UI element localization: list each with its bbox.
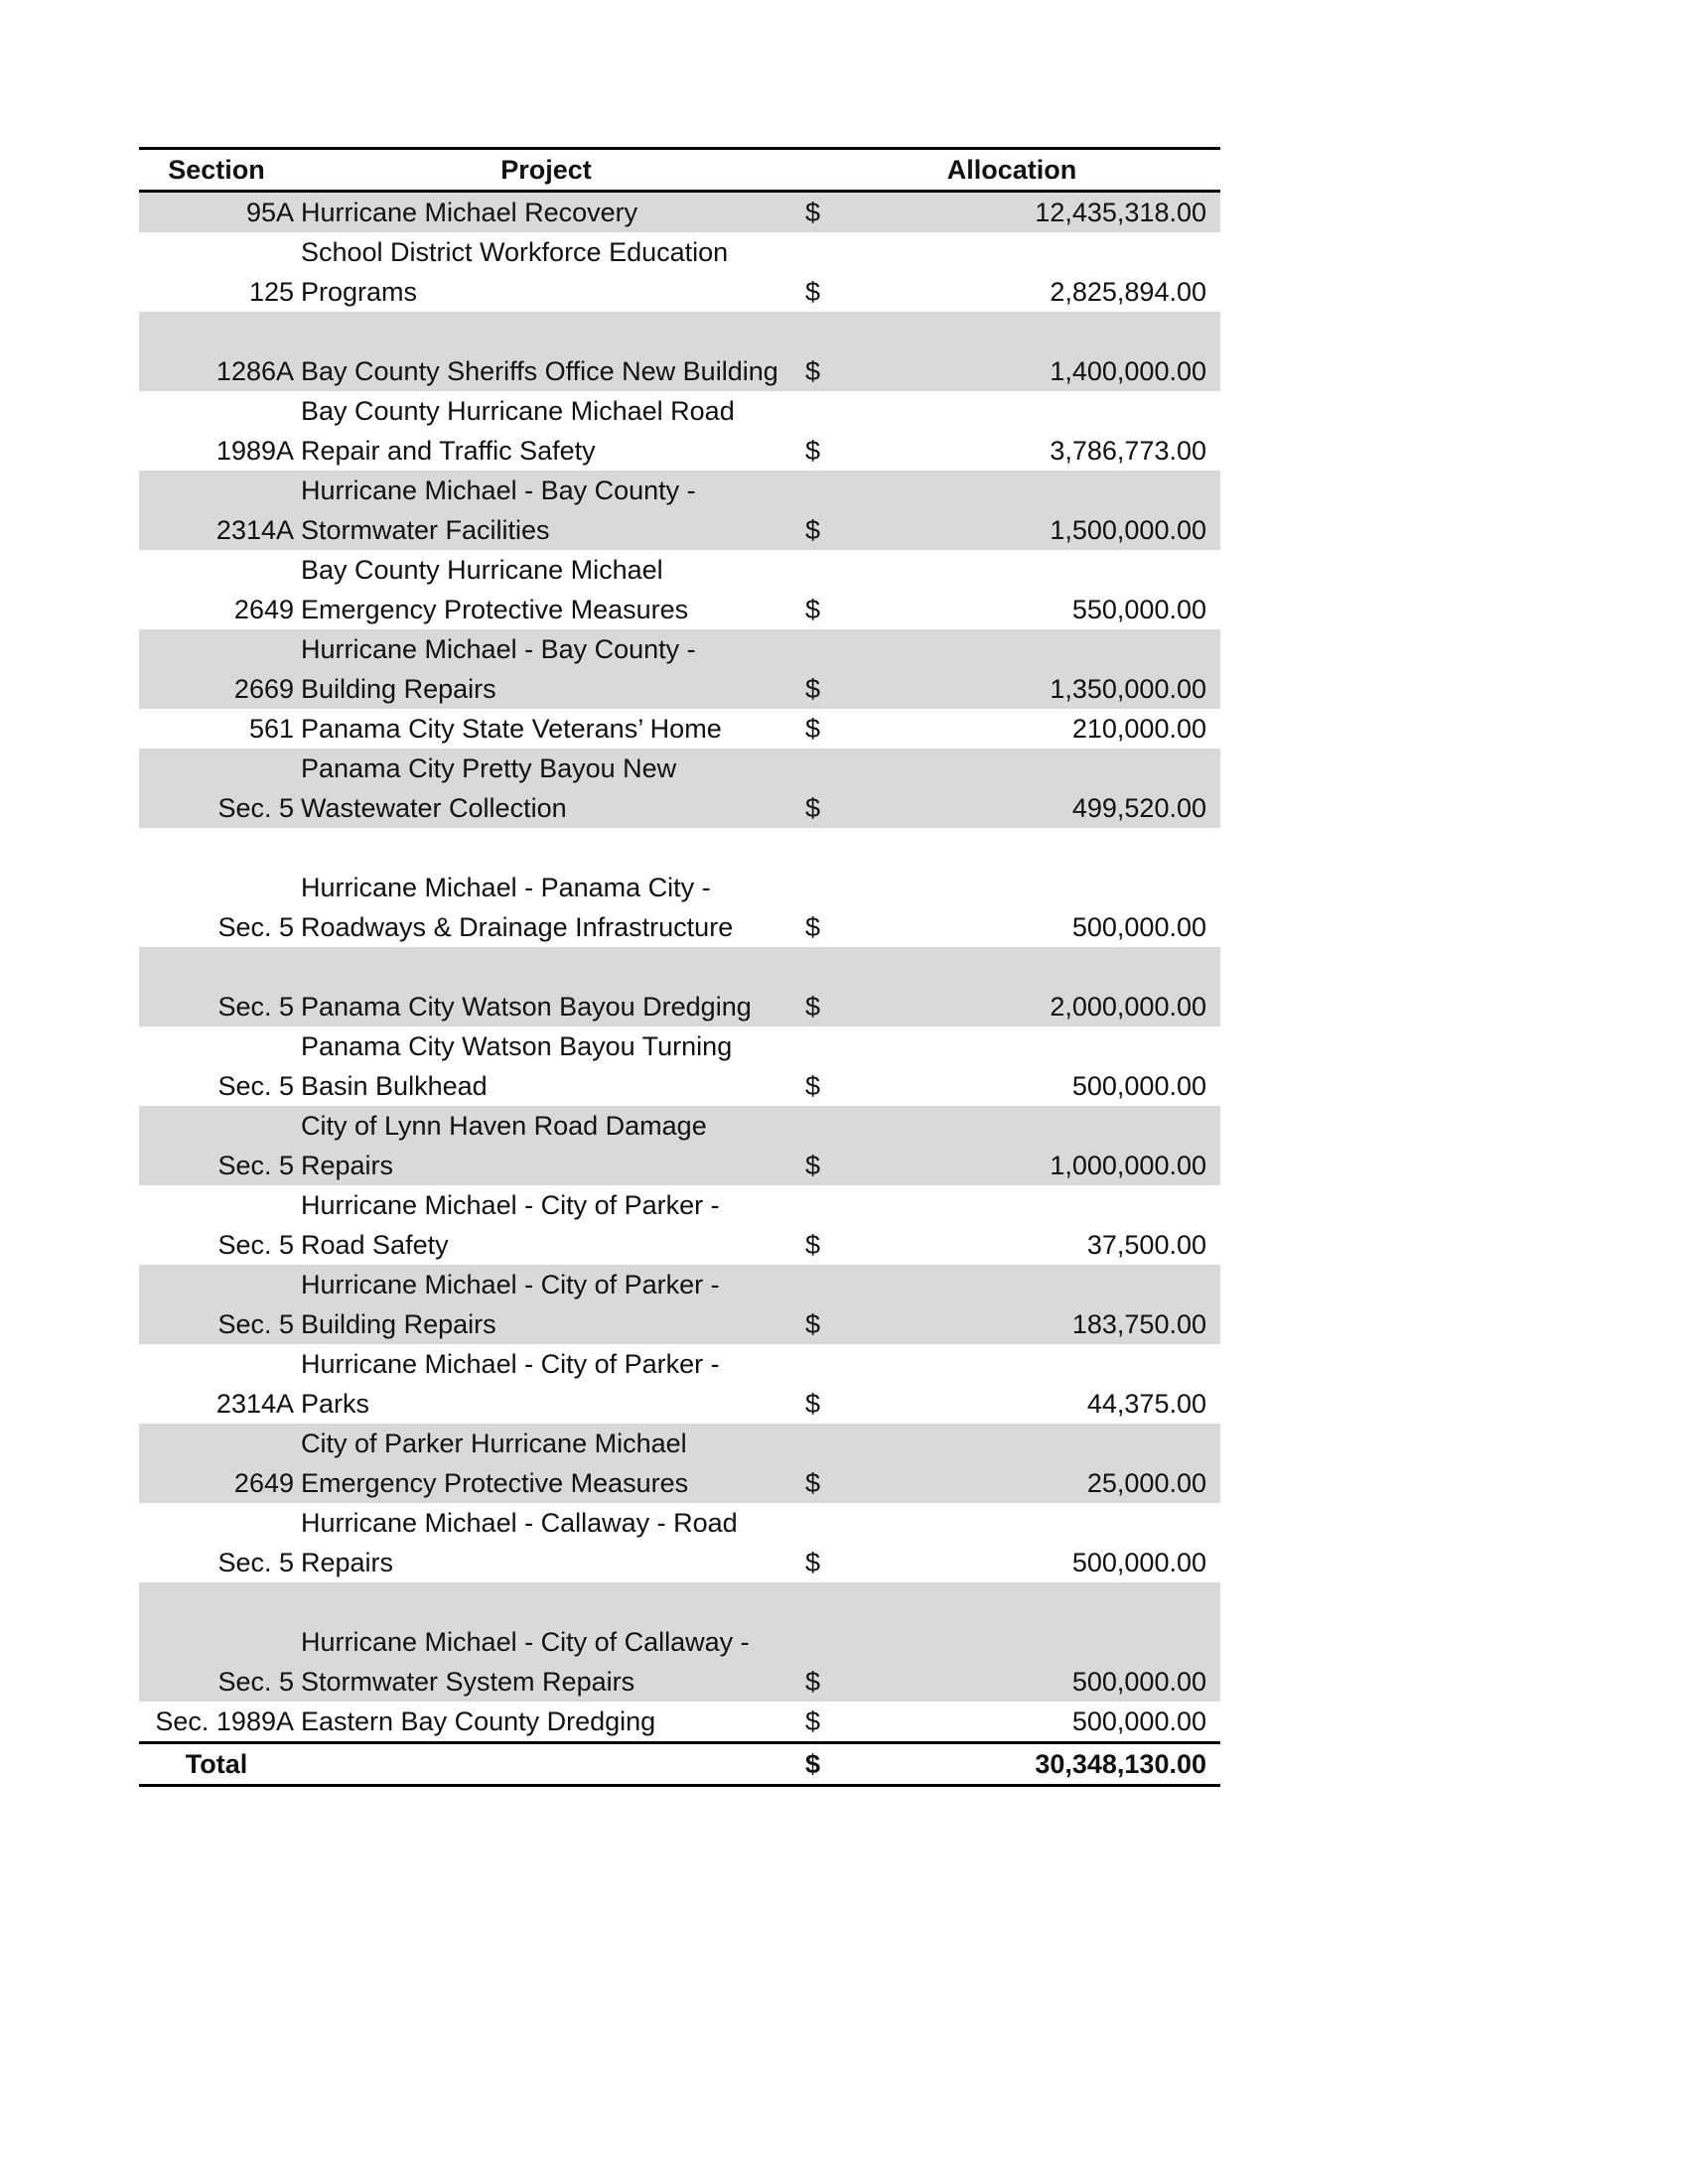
- row-project: [294, 232, 805, 312]
- row-allocation: 1,500,000.00: [1050, 515, 1206, 545]
- row-project-line: School District Workforce Education: [301, 237, 729, 267]
- table-row: [139, 471, 1220, 550]
- row-project: [294, 1344, 805, 1424]
- row-section: 2314A: [215, 515, 294, 545]
- row-project-line: Wastewater Collection: [301, 793, 567, 823]
- row-project-line: Hurricane Michael - Bay County -: [301, 634, 696, 664]
- row-currency: $: [805, 1389, 821, 1419]
- row-project: [294, 947, 805, 1026]
- table-row: [139, 629, 1220, 709]
- row-currency: $: [805, 793, 821, 823]
- row-project-line: Repairs: [301, 1151, 394, 1180]
- row-currency: $: [805, 356, 821, 386]
- row-allocation: 2,825,894.00: [1050, 277, 1206, 307]
- row-project-line: Parks: [301, 1389, 370, 1419]
- row-project-line: Bay County Hurricane Michael: [301, 555, 663, 585]
- row-project: [294, 749, 805, 828]
- row-project: [294, 1702, 805, 1741]
- row-section: Sec. 5: [217, 793, 294, 823]
- row-project: [294, 193, 805, 232]
- row-project: [294, 629, 805, 709]
- row-project-line: Panama City Watson Bayou Turning: [301, 1031, 733, 1061]
- header-allocation: Allocation: [946, 155, 1077, 185]
- row-project-line: Hurricane Michael - City of Parker -: [301, 1349, 720, 1379]
- row-project: [294, 312, 805, 391]
- row-project-line: Hurricane Michael - Bay County -: [301, 476, 696, 505]
- row-project: [294, 1265, 805, 1344]
- row-project-line: Hurricane Michael - Panama City -: [301, 873, 711, 902]
- table-row: [139, 828, 1220, 947]
- row-project-blank-line: [301, 1582, 805, 1622]
- row-project-blank-line: [301, 947, 805, 987]
- total-label: Total: [185, 1749, 248, 1779]
- total-currency: $: [805, 1749, 821, 1779]
- row-section: Sec. 5: [217, 1667, 294, 1697]
- table-header-row: [139, 150, 1220, 193]
- row-project-line: Panama City State Veterans’ Home: [301, 714, 722, 744]
- row-project-line: Road Safety: [301, 1230, 449, 1260]
- row-allocation: 183,750.00: [1071, 1309, 1206, 1339]
- row-currency: $: [805, 1667, 821, 1697]
- row-currency: $: [805, 992, 821, 1022]
- row-allocation: 500,000.00: [1071, 1667, 1206, 1697]
- row-allocation: 37,500.00: [1086, 1230, 1206, 1260]
- table-row: [139, 193, 1220, 232]
- table-row: [139, 391, 1220, 471]
- table-row: [139, 550, 1220, 629]
- row-project: [294, 391, 805, 471]
- row-allocation: 500,000.00: [1071, 912, 1206, 942]
- row-currency: $: [805, 515, 821, 545]
- row-project-line: Building Repairs: [301, 1309, 496, 1339]
- row-currency: $: [805, 674, 821, 704]
- row-project-line: Emergency Protective Measures: [301, 595, 689, 624]
- row-section: Sec. 5: [217, 1071, 294, 1101]
- table-body: [139, 193, 1220, 1741]
- row-currency: $: [805, 1151, 821, 1180]
- row-project-line: City of Lynn Haven Road Damage: [301, 1111, 707, 1141]
- row-section: Sec. 5: [217, 1309, 294, 1339]
- allocation-table: [139, 147, 1220, 1787]
- row-allocation: 500,000.00: [1071, 1071, 1206, 1101]
- row-section: 2314A: [215, 1389, 294, 1419]
- table-row: [139, 1026, 1220, 1106]
- row-allocation: 25,000.00: [1086, 1468, 1206, 1498]
- row-allocation: 499,520.00: [1071, 793, 1206, 823]
- row-project: [294, 828, 805, 947]
- row-project: [294, 1026, 805, 1106]
- row-project-line: Stormwater System Repairs: [301, 1667, 635, 1697]
- row-project-line: Repair and Traffic Safety: [301, 436, 596, 466]
- row-currency: $: [805, 1468, 821, 1498]
- row-section: 2649: [233, 595, 294, 624]
- row-allocation: 2,000,000.00: [1050, 992, 1206, 1022]
- row-project-blank-line: [301, 312, 805, 351]
- row-allocation: 1,000,000.00: [1050, 1151, 1206, 1180]
- row-project-line: Basin Bulkhead: [301, 1071, 488, 1101]
- header-project: Project: [500, 155, 592, 185]
- row-project: [294, 709, 805, 749]
- row-allocation: 3,786,773.00: [1050, 436, 1206, 466]
- row-project-line: Emergency Protective Measures: [301, 1468, 689, 1498]
- row-section: 2669: [233, 674, 294, 704]
- total-row: [139, 1741, 1220, 1787]
- row-section: 2649: [233, 1468, 294, 1498]
- row-allocation: 12,435,318.00: [1035, 198, 1206, 227]
- row-project-blank-line: [301, 828, 805, 868]
- row-project: [294, 1106, 805, 1185]
- table-row: [139, 1424, 1220, 1503]
- row-currency: $: [805, 595, 821, 624]
- table-row: [139, 232, 1220, 312]
- row-currency: $: [805, 436, 821, 466]
- row-project-line: Eastern Bay County Dredging: [301, 1706, 656, 1736]
- table-row: [139, 749, 1220, 828]
- row-section: Sec. 5: [217, 1230, 294, 1260]
- table-row: [139, 1265, 1220, 1344]
- row-project-line: Roadways & Drainage Infrastructure: [301, 912, 734, 942]
- row-project-line: Stormwater Facilities: [301, 515, 550, 545]
- row-currency: $: [805, 1071, 821, 1101]
- row-project-line: Building Repairs: [301, 674, 496, 704]
- row-currency: $: [805, 714, 821, 744]
- row-project-line: Panama City Pretty Bayou New: [301, 753, 677, 783]
- table-row: [139, 1185, 1220, 1265]
- table-row: [139, 312, 1220, 391]
- row-project: [294, 1424, 805, 1503]
- row-section: 561: [248, 714, 294, 744]
- row-project: [294, 1503, 805, 1582]
- row-project: [294, 550, 805, 629]
- row-section: 1989A: [215, 436, 294, 466]
- row-project-line: Bay County Sheriffs Office New Building: [301, 356, 778, 386]
- row-project-line: Hurricane Michael - City of Parker -: [301, 1270, 720, 1299]
- row-currency: $: [805, 1548, 821, 1577]
- row-allocation: 500,000.00: [1071, 1548, 1206, 1577]
- row-allocation: 500,000.00: [1071, 1706, 1206, 1736]
- row-project-line: Repairs: [301, 1548, 394, 1577]
- row-section: 95A: [245, 198, 294, 227]
- table-row: [139, 1106, 1220, 1185]
- table-row: [139, 1702, 1220, 1741]
- row-section: Sec. 1989A: [155, 1706, 294, 1736]
- row-project-line: Programs: [301, 277, 418, 307]
- row-section: Sec. 5: [217, 992, 294, 1022]
- row-allocation: 1,350,000.00: [1050, 674, 1206, 704]
- total-amount: 30,348,130.00: [1035, 1749, 1206, 1779]
- row-currency: $: [805, 912, 821, 942]
- table-row: [139, 947, 1220, 1026]
- row-allocation: 550,000.00: [1071, 595, 1206, 624]
- row-currency: $: [805, 198, 821, 227]
- row-currency: $: [805, 1230, 821, 1260]
- row-currency: $: [805, 1706, 821, 1736]
- row-allocation: 1,400,000.00: [1050, 356, 1206, 386]
- row-project-line: Bay County Hurricane Michael Road: [301, 396, 735, 426]
- row-section: 125: [248, 277, 294, 307]
- row-section: Sec. 5: [217, 912, 294, 942]
- row-project-line: Hurricane Michael - Callaway - Road: [301, 1508, 738, 1538]
- row-project-line: Panama City Watson Bayou Dredging: [301, 992, 752, 1022]
- row-project: [294, 1582, 805, 1702]
- row-project-line: Hurricane Michael - City of Parker -: [301, 1190, 720, 1220]
- row-allocation: 44,375.00: [1086, 1389, 1206, 1419]
- table-row: [139, 1503, 1220, 1582]
- table-row: [139, 709, 1220, 749]
- row-section: Sec. 5: [217, 1151, 294, 1180]
- header-section: Section: [168, 155, 265, 185]
- table-row: [139, 1344, 1220, 1424]
- row-currency: $: [805, 1309, 821, 1339]
- row-project: [294, 471, 805, 550]
- row-project-line: Hurricane Michael - City of Callaway -: [301, 1627, 750, 1657]
- row-section: 1286A: [215, 356, 294, 386]
- row-project: [294, 1185, 805, 1265]
- row-allocation: 210,000.00: [1071, 714, 1206, 744]
- row-project-line: City of Parker Hurricane Michael: [301, 1429, 687, 1458]
- table-row: [139, 1582, 1220, 1702]
- row-project-line: Hurricane Michael Recovery: [301, 198, 638, 227]
- row-currency: $: [805, 277, 821, 307]
- row-section: Sec. 5: [217, 1548, 294, 1577]
